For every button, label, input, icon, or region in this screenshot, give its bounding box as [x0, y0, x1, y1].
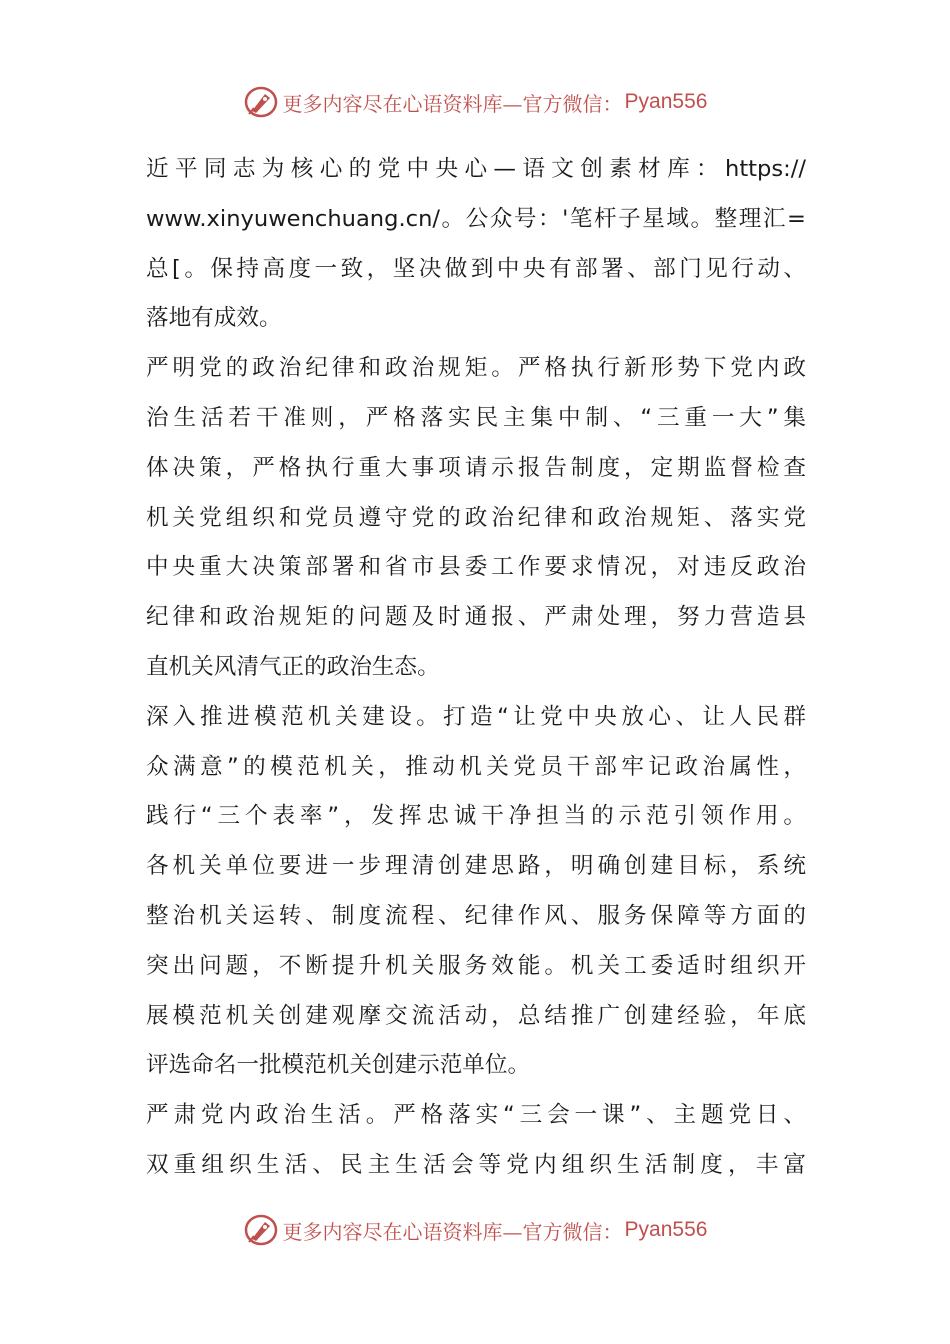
header-banner-text: 更多内容尽在心语资料库—官方微信： — [282, 91, 623, 116]
body-line: 深入推进模范机关建设。打造“让党中央放心、让人民群 — [146, 703, 806, 730]
footer-banner-text: 更多内容尽在心语资料库—官方微信： — [282, 1219, 623, 1244]
body-line: 展模范机关创建观摩交流活动，总结推广创建经验，年底 — [146, 1002, 806, 1029]
body-line: 突出问题，不断提升机关服务效能。机关工委适时组织开 — [146, 952, 806, 979]
header-banner — [0, 82, 950, 122]
footer-banner — [0, 1210, 950, 1250]
body-line: 治生活若干准则，严格落实民主集中制、“三重一大”集 — [146, 404, 806, 431]
body-line: 众满意”的模范机关，推动机关党员干部牢记政治属性， — [146, 753, 806, 780]
document-body — [146, 145, 806, 1191]
footer-wechat-id: Pyan556 — [624, 1218, 708, 1241]
body-line: 总[。保持高度一致，坚决做到中央有部署、部门见行动、 — [146, 255, 806, 282]
body-line: 近平同志为核心的党中央心—语文创素材库：https:// — [146, 156, 806, 182]
body-line: 纪律和政治规矩的问题及时通报、严肃处理，努力营造县 — [146, 604, 806, 631]
body-line: 落地有成效。 — [146, 305, 282, 332]
body-line: 机关党组织和党员遵守党的政治纪律和政治规矩、落实党 — [146, 504, 806, 531]
body-line: 评选命名一批模范机关创建示范单位。 — [146, 1052, 531, 1079]
body-line: 严肃党内政治生活。严格落实“三会一课”、主题党日、 — [146, 1102, 806, 1129]
pen-nib-logo-icon — [243, 84, 279, 120]
body-line: 体决策，严格执行重大事项请示报告制度，定期监督检查 — [146, 454, 806, 481]
body-line: www.xinyuwenchuang.cn/。公众号：'笔杆子星域。整理汇= — [146, 205, 806, 232]
body-line: 严明党的政治纪律和政治规矩。严格执行新形势下党内政 — [146, 355, 806, 382]
body-line: 整治机关运转、制度流程、纪律作风、服务保障等方面的 — [146, 902, 806, 929]
body-line: 中央重大决策部署和省市县委工作要求情况，对违反政治 — [146, 554, 806, 581]
header-wechat-id: Pyan556 — [624, 90, 708, 113]
pen-nib-logo-icon — [243, 1212, 279, 1248]
body-line: 双重组织生活、民主生活会等党内组织生活制度，丰富 — [146, 1151, 806, 1178]
body-line: 直机关风清气正的政治生态。 — [146, 653, 440, 680]
body-line: 践行“三个表率”，发挥忠诚干净担当的示范引领作用。 — [146, 803, 806, 830]
body-line: 各机关单位要进一步理清创建思路，明确创建目标，系统 — [146, 853, 806, 880]
